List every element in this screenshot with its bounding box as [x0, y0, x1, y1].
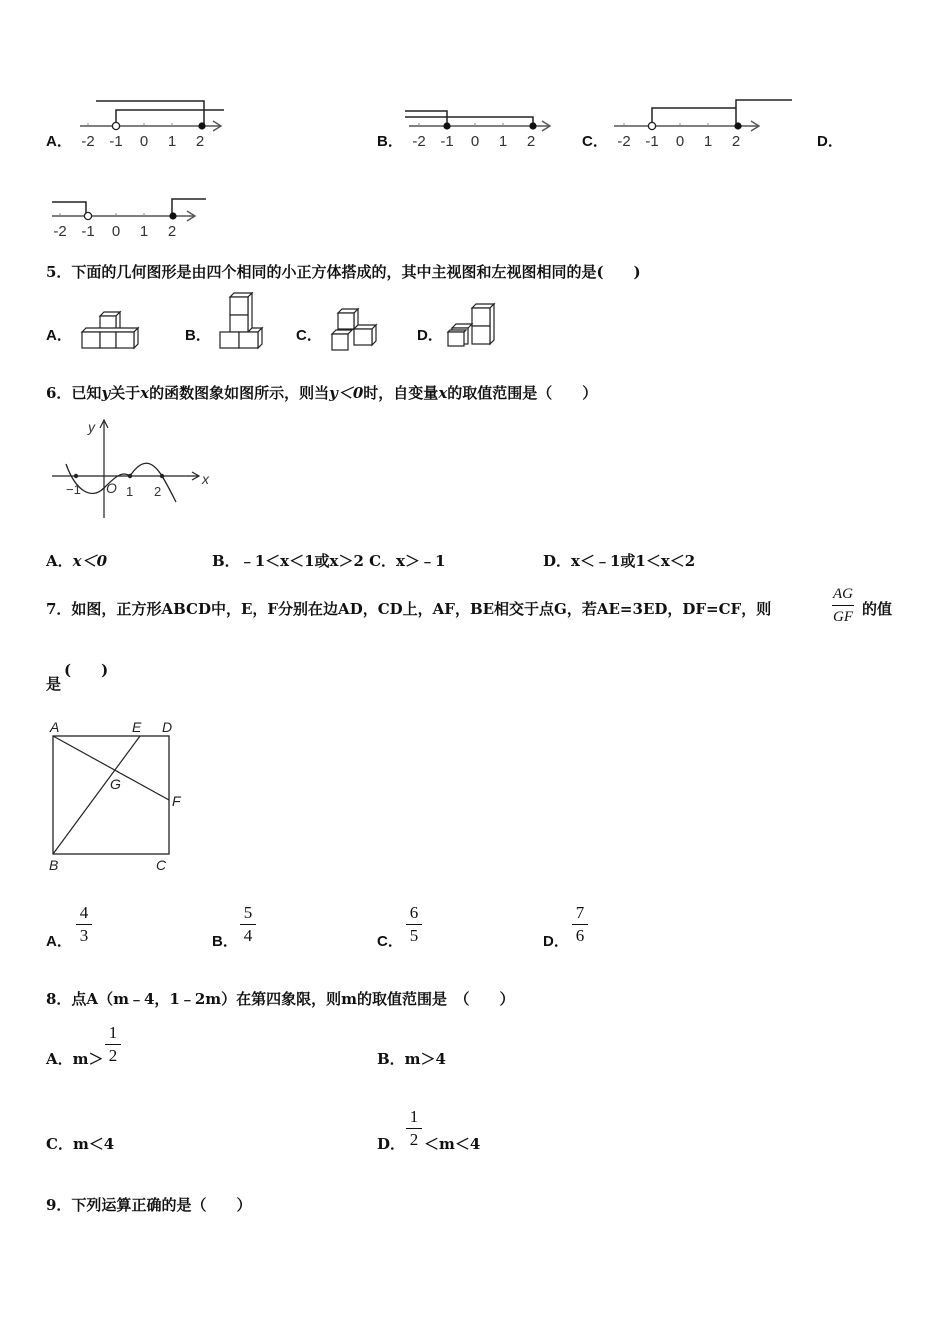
q6-var-x: x [140, 384, 150, 402]
q4c-tick-0: 0 [675, 133, 685, 150]
q9-question-text: 9．下列运算正确的是（ ） [46, 1196, 252, 1214]
q6-var-x2: x [438, 384, 448, 402]
q6-option-d [543, 551, 695, 571]
q4b-tick-m2: -2 [412, 133, 426, 150]
q4b-tick-1: 1 [498, 133, 508, 150]
q7-answer-paren: ( ) [64, 661, 109, 679]
q6-option-a-label: A． [46, 552, 73, 570]
q5-option-d-label: D． [417, 327, 443, 344]
q8-option-d-fraction [404, 1106, 424, 1151]
q6-graph-y-label: y [88, 419, 95, 435]
q5-question-text: 5．下面的几何图形是由四个相同的小正方体搭成的，其中主视图和左视图相同的是( ) [46, 263, 641, 281]
q8-a-num: 1 [108, 1023, 118, 1042]
q6-option-b-c-value: ﹣1＜x＜1或x＞2 C．x＞﹣1 [239, 552, 446, 570]
q4d-tick-m2: -2 [53, 223, 67, 240]
q7-d-den: 6 [575, 926, 585, 945]
q4d-tick-0: 0 [111, 223, 121, 240]
q6-graph-origin-label: O [106, 480, 117, 496]
q7-question-line2: 是 [46, 675, 62, 693]
q6-text-mid3: 时，自变量 [363, 384, 439, 402]
q7-square-figure [44, 716, 194, 876]
q7-ratio-fraction [830, 583, 856, 628]
q7-point-d: D [162, 719, 173, 735]
q7-c-num: 6 [409, 903, 419, 922]
q6-text-prefix: 6．已知 [46, 384, 102, 402]
q6-condition: y＜0 [329, 384, 364, 402]
q4c-tick-m2: -2 [617, 133, 631, 150]
q4-option-a-number-line [74, 96, 230, 152]
q6-text-mid1: 关于 [110, 384, 141, 402]
q6-option-a [46, 551, 107, 571]
q6-graph-x-label: x [202, 471, 209, 487]
q7-option-a-label: A． [46, 933, 72, 950]
q4a-tick-m2: -2 [81, 133, 95, 150]
q8-option-a-fraction [103, 1022, 123, 1067]
q5-option-b-label: B． [185, 327, 211, 344]
q8-option-d-label: D． [377, 1135, 406, 1153]
q4b-tick-0: 0 [470, 133, 480, 150]
q7-option-d-label: D． [543, 933, 569, 950]
q4c-tick-1: 1 [703, 133, 713, 150]
q8-d-den: 2 [409, 1130, 419, 1149]
q4a-tick-m1: -1 [109, 133, 123, 150]
q4-option-b-number-line [403, 105, 553, 152]
q8-option-a-label: A．m＞ [46, 1050, 104, 1068]
q4b-tick-m1: -1 [440, 133, 454, 150]
q7-point-a: A [50, 719, 60, 735]
q8-a-den: 2 [108, 1046, 118, 1065]
q4-option-c-number-line [608, 96, 796, 152]
q8-question-text: 8．点A（m﹣4，1﹣2m）在第四象限，则m的取值范围是 （ ） [46, 990, 515, 1008]
q7-option-d-fraction [570, 902, 590, 947]
q6-graph-tick-m1: −1 [66, 482, 81, 497]
q6-option-b-label: B． [212, 552, 240, 570]
q4-option-d-label: D． [817, 133, 843, 150]
q7-point-e: E [132, 719, 142, 735]
q7-b-num: 5 [243, 903, 253, 922]
q7-point-f: F [172, 793, 181, 809]
q4-option-d-number-line [48, 194, 208, 240]
q5-option-a-label: A． [46, 327, 72, 344]
q7-c-den: 5 [409, 926, 419, 945]
q6-function-graph [48, 414, 218, 522]
q7-point-b: B [49, 857, 59, 873]
q7-d-num: 7 [575, 903, 585, 922]
q7-point-c: C [156, 857, 167, 873]
q6-text-suffix: 的取值范围是（ ） [447, 384, 598, 402]
q6-var-y: y [101, 384, 111, 402]
q7-fraction-denominator: GF [833, 609, 853, 625]
q4-option-c-label: C． [582, 133, 608, 150]
q6-graph-tick-1: 1 [126, 484, 134, 499]
q7-option-b-label: B． [212, 933, 238, 950]
q5-option-c-cubes [330, 306, 380, 352]
q8-option-d-suffix: ＜m＜4 [424, 1135, 481, 1153]
q6-option-a-value: x＜0 [72, 552, 108, 570]
q5-option-c-label: C． [296, 327, 322, 344]
q4-option-b-label: B． [377, 133, 403, 150]
q6-option-b [212, 551, 445, 571]
q5-option-a-cubes [80, 308, 142, 350]
q7-option-a-fraction [74, 902, 94, 947]
q5-option-b-cubes [218, 292, 264, 350]
q4b-tick-2: 2 [526, 133, 536, 150]
q7-fraction-numerator: AG [833, 586, 853, 602]
q6-question-text [46, 383, 597, 403]
q4a-tick-0: 0 [139, 133, 149, 150]
q4-option-a-label: A． [46, 133, 72, 150]
q7-question-text: 7．如图，正方形ABCD中，E，F分别在边AD，CD上，AF，BE相交于点G，若AE=3ED，DF=CF，则 [46, 600, 772, 618]
q4d-tick-m1: -1 [81, 223, 95, 240]
q6-text-mid2: 的函数图象如图所示，则当 [149, 384, 330, 402]
q4a-tick-1: 1 [167, 133, 177, 150]
q4c-tick-2: 2 [731, 133, 741, 150]
q6-option-d-label: D． [543, 552, 572, 570]
q7-option-c-label: C． [377, 933, 403, 950]
q7-point-g: G [110, 776, 121, 792]
q8-option-c: C．m＜4 [46, 1135, 115, 1153]
q4c-tick-m1: -1 [645, 133, 659, 150]
q8-d-num: 1 [409, 1107, 419, 1126]
q7-question-suffix: 的值 [862, 600, 893, 618]
q7-a-den: 3 [79, 926, 89, 945]
q7-option-b-fraction [238, 902, 258, 947]
q4a-tick-2: 2 [195, 133, 205, 150]
q4d-tick-1: 1 [139, 223, 149, 240]
q8-option-b: B．m＞4 [377, 1050, 446, 1068]
q5-option-d-cubes [446, 302, 498, 350]
q7-option-c-fraction [404, 902, 424, 947]
q4d-tick-2: 2 [167, 223, 177, 240]
q6-graph-tick-2: 2 [154, 484, 162, 499]
q7-b-den: 4 [243, 926, 253, 945]
q7-a-num: 4 [79, 903, 89, 922]
q6-option-d-value: x＜﹣1或1＜x＜2 [571, 552, 696, 570]
